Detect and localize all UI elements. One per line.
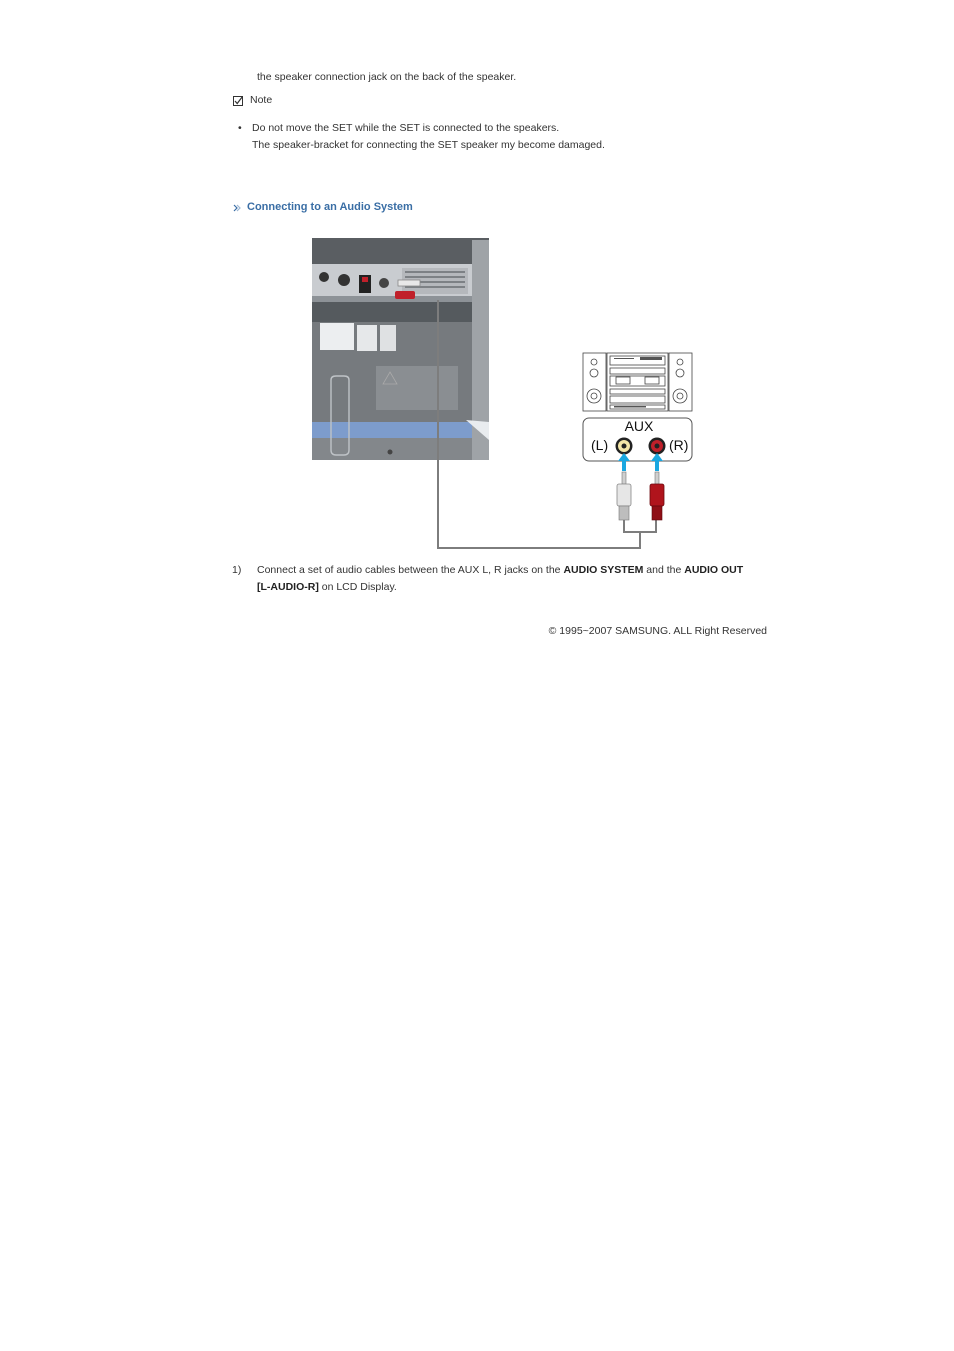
red-rca-plug-icon bbox=[650, 472, 664, 520]
bullet-marker: • bbox=[238, 122, 242, 134]
step-number: 1) bbox=[232, 564, 242, 576]
left-jack-icon bbox=[616, 438, 633, 455]
right-channel-label: (R) bbox=[669, 437, 689, 453]
copyright: © 1995~2007 SAMSUNG. ALL Right Reserved bbox=[548, 625, 767, 637]
note-line-2: The speaker-bracket for connecting the SET speaker my become damaged. bbox=[252, 139, 605, 151]
left-channel-label: (L) bbox=[591, 437, 609, 453]
white-rca-plug-icon bbox=[617, 472, 631, 520]
note-line-1: Do not move the SET while the SET is connected to the speakers. bbox=[252, 122, 560, 134]
lcd-back-panel bbox=[312, 238, 489, 460]
connection-diagram bbox=[300, 230, 720, 560]
section-title: Connecting to an Audio System bbox=[247, 201, 413, 213]
note-label: Note bbox=[250, 94, 273, 106]
intro-text: the speaker connection jack on the back of the speaker. bbox=[257, 71, 517, 83]
step-text-line-2: [L-AUDIO-R] on LCD Display. bbox=[257, 581, 397, 593]
stereo-system-icon bbox=[583, 353, 692, 411]
arrow-icon bbox=[233, 203, 241, 213]
right-jack-icon bbox=[649, 438, 666, 455]
step-text-line-1: Connect a set of audio cables between the AUX L, R jacks on the AUDIO SYSTEM and the AUDIO OUT bbox=[257, 564, 744, 576]
aux-label: AUX bbox=[624, 418, 654, 434]
checkbox-icon bbox=[233, 96, 243, 106]
